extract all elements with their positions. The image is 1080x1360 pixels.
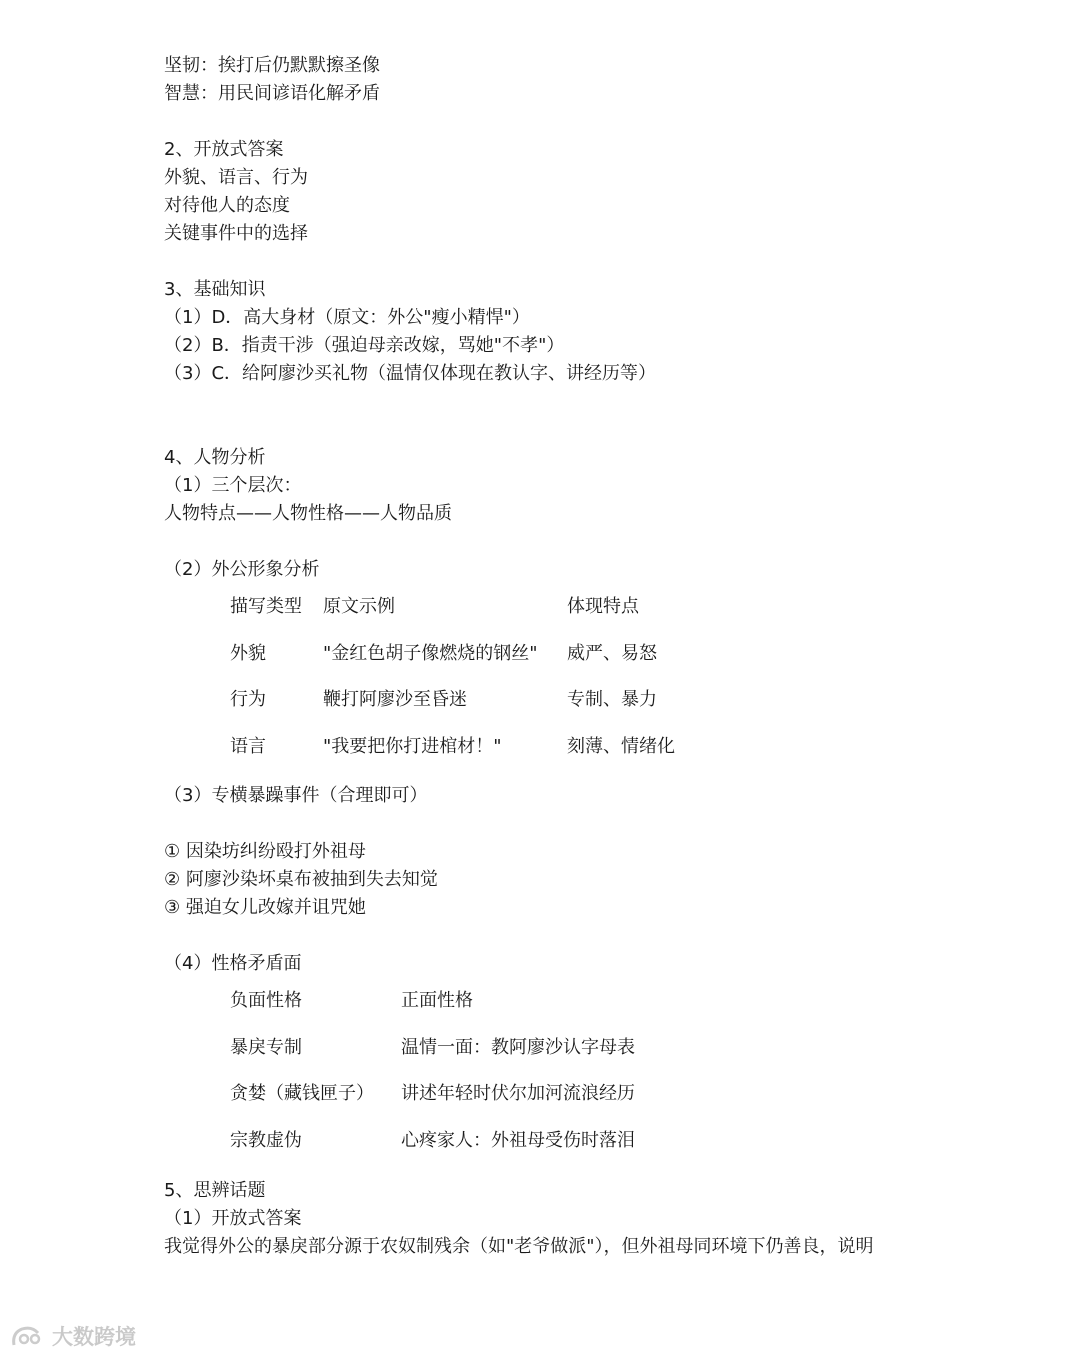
section-2-line-2: 对待他人的态度: [164, 195, 290, 216]
table-row: [230, 733, 1024, 780]
section-5-heading: 5、思辨话题: [164, 1180, 266, 1201]
character-contradiction-table: [230, 987, 1024, 1173]
table-cell: 外貌: [230, 642, 266, 664]
document-page: [164, 52, 1024, 1261]
table-row: [230, 1127, 1024, 1174]
table-cell: 鞭打阿廖沙至昏迷: [323, 689, 467, 710]
section-4-heading: 4、人物分析: [164, 447, 266, 468]
event-item-2: ② 阿廖沙染坏桌布被抽到失去知觉: [164, 869, 438, 890]
table-cell: "金红色胡子像燃烧的钢丝": [323, 642, 538, 664]
watermark-text: 大数跨境: [52, 1325, 136, 1349]
table-cell: "我要把你打进棺材！": [323, 735, 502, 757]
section-5-part-1-title: （1）开放式答案: [164, 1208, 302, 1229]
table-row: [230, 1034, 1024, 1081]
intro-line-1: 坚韧：挨打后仍默默擦圣像: [164, 55, 380, 76]
section-3-heading: 3、基础知识: [164, 279, 266, 300]
table-cell: 温情一面：教阿廖沙认字母表: [401, 1036, 635, 1058]
section-4-part-3-title: （3）专横暴躁事件（合理即可）: [164, 785, 428, 806]
table-cell: 心疼家人：外祖母受伤时落泪: [401, 1129, 635, 1151]
table-header-cell: 体现特点: [567, 596, 639, 617]
table-cell: 讲述年轻时伏尔加河流浪经历: [401, 1083, 635, 1104]
section-4-part-4-title: （4）性格矛盾面: [164, 953, 302, 974]
table-header-cell: 描写类型: [230, 596, 302, 617]
table-cell: 语言: [230, 735, 266, 757]
table-header-cell: 原文示例: [323, 596, 395, 617]
section-3-answer-1: （1）D．高大身材（原文：外公"瘦小精悍"）: [164, 307, 530, 328]
table-header-cell: 负面性格: [230, 990, 302, 1011]
table-header-cell: 正面性格: [401, 990, 473, 1011]
event-item-3: ③ 强迫女儿改嫁并诅咒她: [164, 897, 366, 918]
table-header-row: [230, 987, 1024, 1034]
watermark-logo-icon: [10, 1325, 44, 1349]
table-cell: 暴戾专制: [230, 1036, 302, 1058]
section-2-heading: 2、开放式答案: [164, 139, 284, 160]
section-2-line-1: 外貌、语言、行为: [164, 167, 308, 188]
table-cell: 贪婪（藏钱匣子）: [230, 1083, 374, 1104]
table-row: [230, 686, 1024, 733]
section-3-answer-2: （2）B．指责干涉（强迫母亲改嫁，骂她"不孝"）: [164, 335, 565, 356]
table-header-row: [230, 593, 1024, 640]
section-4-part-2-title: （2）外公形象分析: [164, 559, 320, 580]
section-2-line-3: 关键事件中的选择: [164, 223, 308, 244]
table-cell: 宗教虚伪: [230, 1129, 302, 1151]
event-item-1: ① 因染坊纠纷殴打外祖母: [164, 841, 366, 862]
intro-line-2: 智慧：用民间谚语化解矛盾: [164, 83, 380, 104]
watermark: [10, 1322, 136, 1352]
section-4-part-1-title: （1）三个层次：: [164, 475, 302, 496]
section-3-answer-3: （3）C．给阿廖沙买礼物（温情仅体现在教认字、讲经历等）: [164, 363, 657, 384]
section-5-part-1-text: 我觉得外公的暴戾部分源于农奴制残余（如"老爷做派"），但外祖母同环境下仍善良，说明: [164, 1236, 874, 1257]
table-cell: 威严、易怒: [567, 642, 657, 664]
table-cell: 刻薄、情绪化: [567, 735, 675, 757]
table-row: [230, 1080, 1024, 1127]
table-cell: 专制、暴力: [567, 689, 657, 710]
section-4-part-1-text: 人物特点——人物性格——人物品质: [164, 503, 452, 524]
table-row: [230, 640, 1024, 687]
table-cell: 行为: [230, 689, 266, 710]
grandfather-image-table: [230, 593, 1024, 779]
